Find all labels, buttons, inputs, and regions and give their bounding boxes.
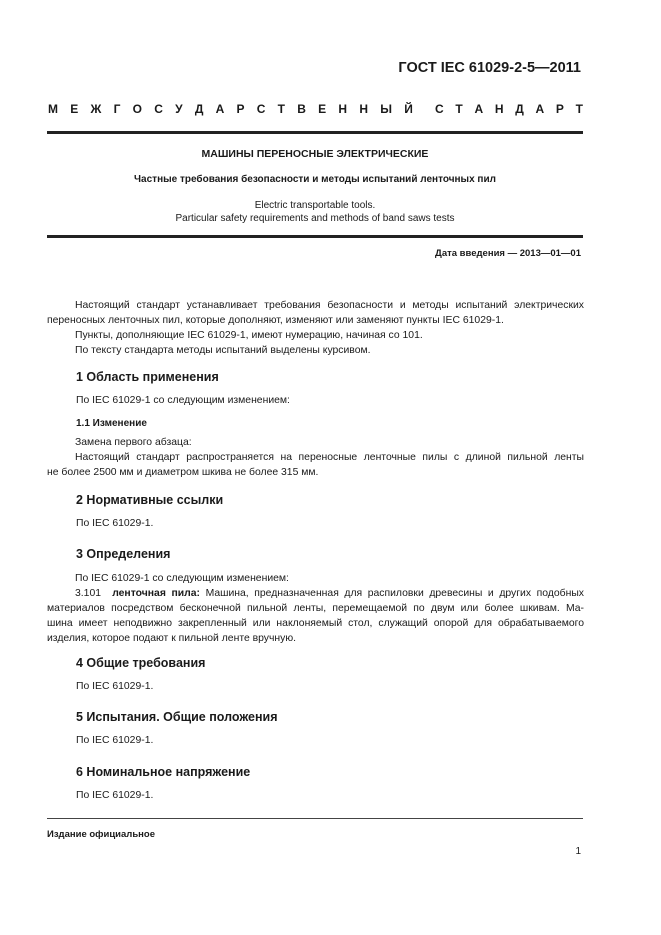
text-line: По IEC 61029-1 со следующим изменением: [75,573,289,584]
interstate-standard-banner [48,102,583,116]
footer-rule [47,818,583,819]
banner-letter: Ы [380,102,392,116]
main-title: МАШИНЫ ПЕРЕНОСНЫЕ ЭЛЕКТРИЧЕСКИЕ [201,148,429,160]
banner-letter: С [256,102,266,116]
section-text: По IEC 61029-1 со следующим изменением: [76,395,290,406]
text-line: Замена первого абзаца: [75,437,192,448]
definitions-paragraph [47,571,584,646]
english-title-line: Particular safety requirements and methods of band saws tests [175,213,455,224]
banner-letter: Т [455,102,463,116]
definition-term: ленточная пила: [112,588,200,599]
text-line: По тексту стандарта методы испытаний выделены курсивом. [75,345,371,356]
banner-letter: Р [236,102,245,116]
text-line: Настоящий стандарт устанавливает требования безопасности и методы испытаний электрических [75,300,584,311]
english-title [47,199,583,225]
document-code: ГОСТ IEC 61029-2-5—2011 [398,60,581,76]
banner-letter: Н [494,102,504,116]
banner-word-interstate [48,102,413,116]
text-line: Настоящий стандарт распространяется на переносные ленточные пилы с длиной пильной ленты [75,452,584,463]
scope-change-paragraph [47,435,584,480]
subsection-heading-change: 1.1 Изменение [76,418,147,429]
section-text: По IEC 61029-1. [76,790,154,801]
text-line: не более 2500 мм и диаметром шкива не более 315 мм. [47,467,319,478]
banner-letter: Р [555,102,564,116]
banner-letter: Ж [90,102,102,116]
banner-letter: С [154,102,163,116]
banner-letter: С [435,102,444,116]
definition-number: 3.101 [75,588,102,599]
banner-letter: А [474,102,484,116]
section-heading-rated-voltage: 6 Номинальное напряжение [76,765,251,779]
official-edition-label: Издание официальное [47,829,155,840]
english-title-line: Electric transportable tools. [254,200,376,211]
banner-letter: А [215,102,225,116]
section-heading-general-requirements: 4 Общие требования [76,656,206,670]
banner-letter: Е [318,102,327,116]
banner-letter: Н [338,102,348,116]
definition-text: Машина, предназначенная для распиловки древесины и других подобных [205,588,584,599]
banner-letter: Г [113,102,121,116]
banner-letter: У [175,102,183,116]
banner-letter: О [132,102,142,116]
text-line: переносных ленточных пил, которые дополняют, изменяют или заменяют пункты IEC 61029-1. [47,315,504,326]
section-heading-tests-general: 5 Испытания. Общие положения [76,710,278,724]
section-text: По IEC 61029-1. [76,681,154,692]
text-line: шина имеет неподвижно закрепленный или наклоняемый стол, служащий опорой для обрабатываемого [47,618,584,629]
sub-title: Частные требования безопасности и методы испытаний ленточных пил [134,174,496,185]
banner-letter: Н [359,102,368,116]
introduction-date: Дата введения — 2013—01—01 [435,248,581,259]
section-heading-normative-references: 2 Нормативные ссылки [76,493,224,507]
banner-letter: Д [515,102,524,116]
banner-letter: Т [575,102,583,116]
banner-letter: М [48,102,58,116]
banner-letter: Д [194,102,204,116]
section-heading-scope: 1 Область применения [76,370,219,384]
banner-word-standard [435,102,583,116]
banner-letter: Т [277,102,286,116]
banner-letter: Й [404,102,413,116]
title-rule [47,235,583,238]
banner-letter: Е [70,102,79,116]
page-number: 1 [575,846,581,857]
text-line: изделия, которое подают к пильной ленте вручную. [47,633,297,644]
section-heading-definitions: 3 Определения [76,547,171,561]
banner-letter: В [297,102,306,116]
definition-line [47,586,584,601]
header-rule [47,131,583,134]
banner-letter: А [535,102,545,116]
text-line: Пункты, дополняющие IEC 61029-1, имеют нумерацию, начиная со 101. [75,330,423,341]
section-text: По IEC 61029-1. [76,735,154,746]
text-line: материалов посредством бесконечной пильной ленты, перемещаемой по двум или более шкивам. Ма- [47,603,584,614]
intro-paragraph [47,298,584,358]
section-text: По IEC 61029-1. [76,518,154,529]
